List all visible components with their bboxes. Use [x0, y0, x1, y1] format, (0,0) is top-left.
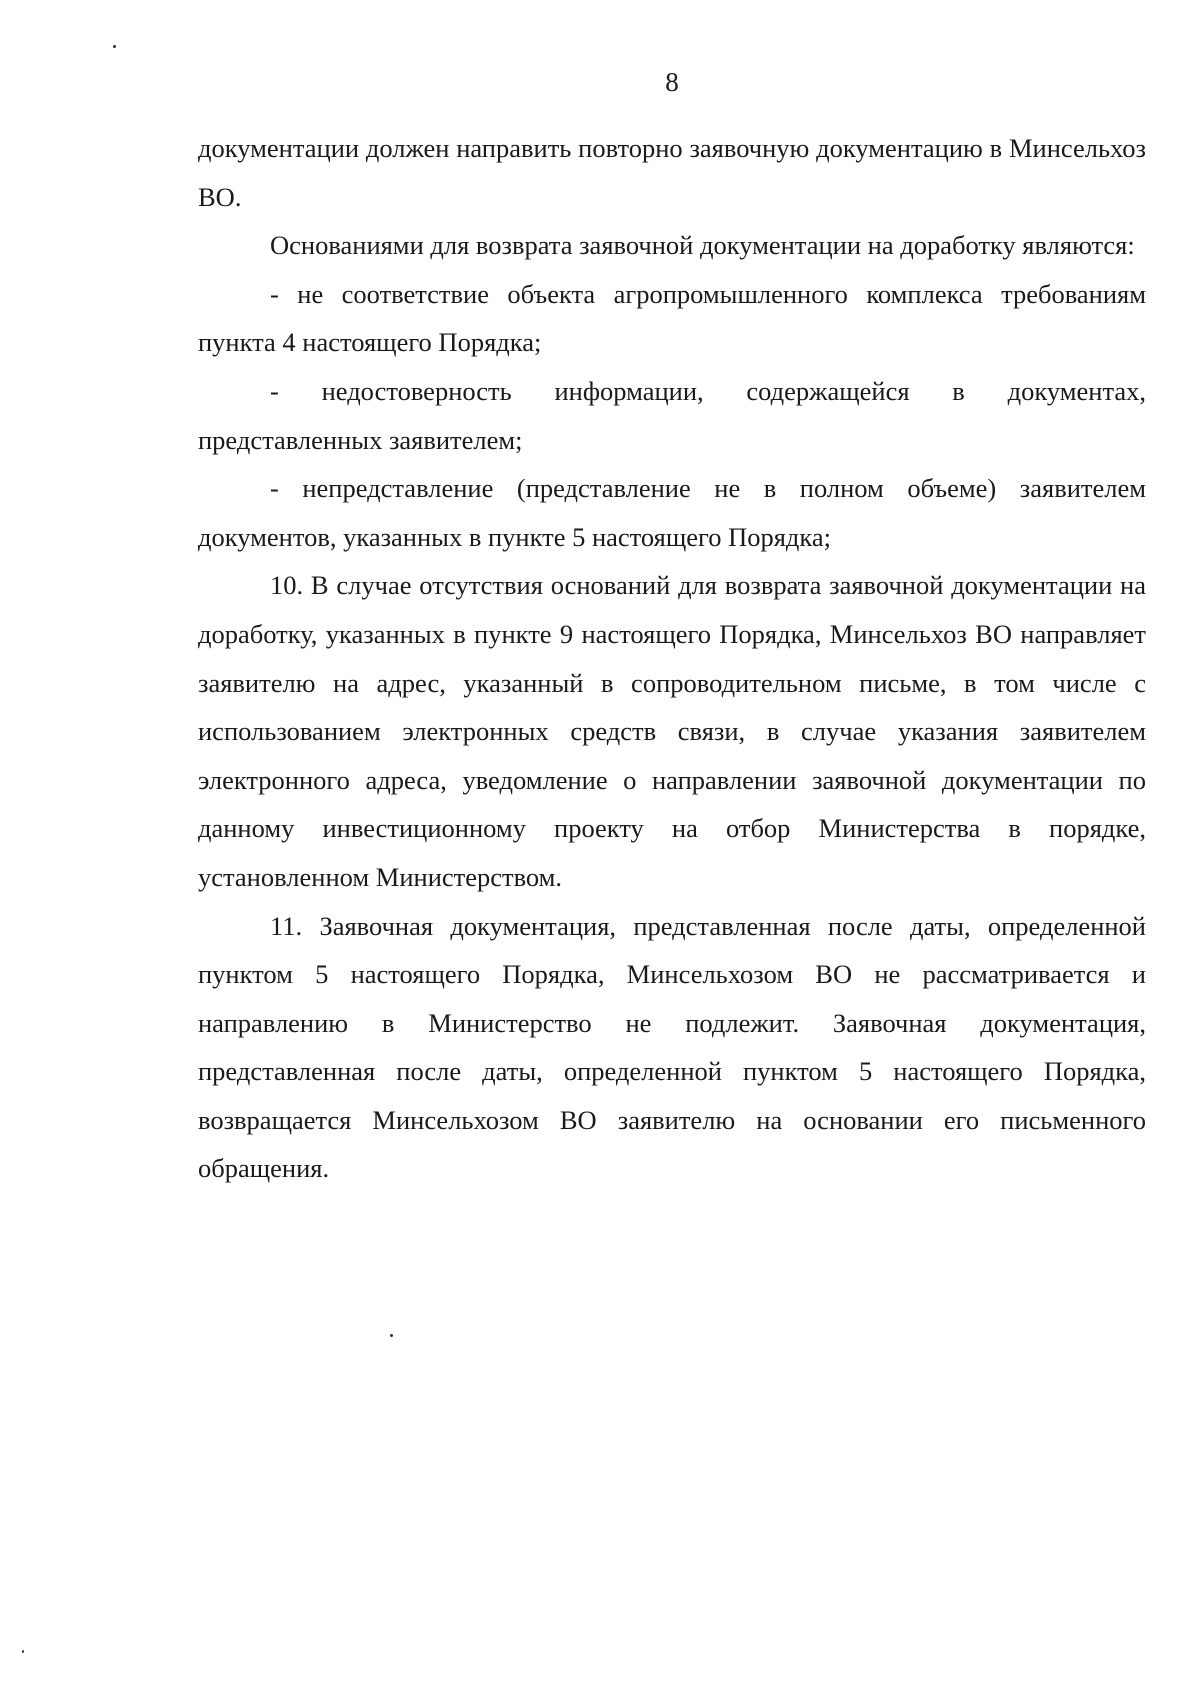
document-body [198, 124, 1146, 1193]
clause-10: 10. В случае отсутствия оснований для возврата заявочной документации на доработку, указанных в пункте 9 настоящего Порядка, Минсельхоз ВО направляет заявителю на адрес, указанный в сопроводительном письме, в том числе с использованием электронных средств связи, в случае указания заявителем электронного адреса, уведомление о направлении заявочной документации по данному инвестиционному проекту на отбор Министерства в порядке, установленном Министерством. [198, 570, 1146, 892]
scan-speck [390, 1334, 393, 1337]
list-item-noncompliance: - не соответствие объекта агропромышленного комплекса требованиям пункта 4 настоящего Порядка; [198, 278, 1146, 358]
clause-11: 11. Заявочная документация, представленная после даты, определенной пунктом 5 настоящего Порядка, Минсельхозом ВО не рассматривается и направлению в Министерство не подлежит. Заявочная документация, представленная после даты, определенной пунктом 5 настоящего Порядка, возвращается Минсельхозом ВО заявителю на основании его письменного обращения. [198, 910, 1146, 1184]
scan-speck [22, 1650, 24, 1653]
list-item-unreliable-info: - недостоверность информации, содержащейся в документах, представленных заявителем; [198, 375, 1146, 455]
page-number: 8 [665, 67, 679, 97]
list-item-missing-documents: - непредставление (представление не в полном объеме) заявителем документов, указанных в пункте 5 настоящего Порядка; [198, 473, 1146, 552]
scan-speck [113, 45, 116, 48]
paragraph-grounds-intro: Основаниями для возврата заявочной документации на доработку являются: [270, 230, 1135, 261]
paragraph-continuation: документации должен направить повторно заявочную документацию в Минсельхоз ВО. [198, 133, 1146, 212]
